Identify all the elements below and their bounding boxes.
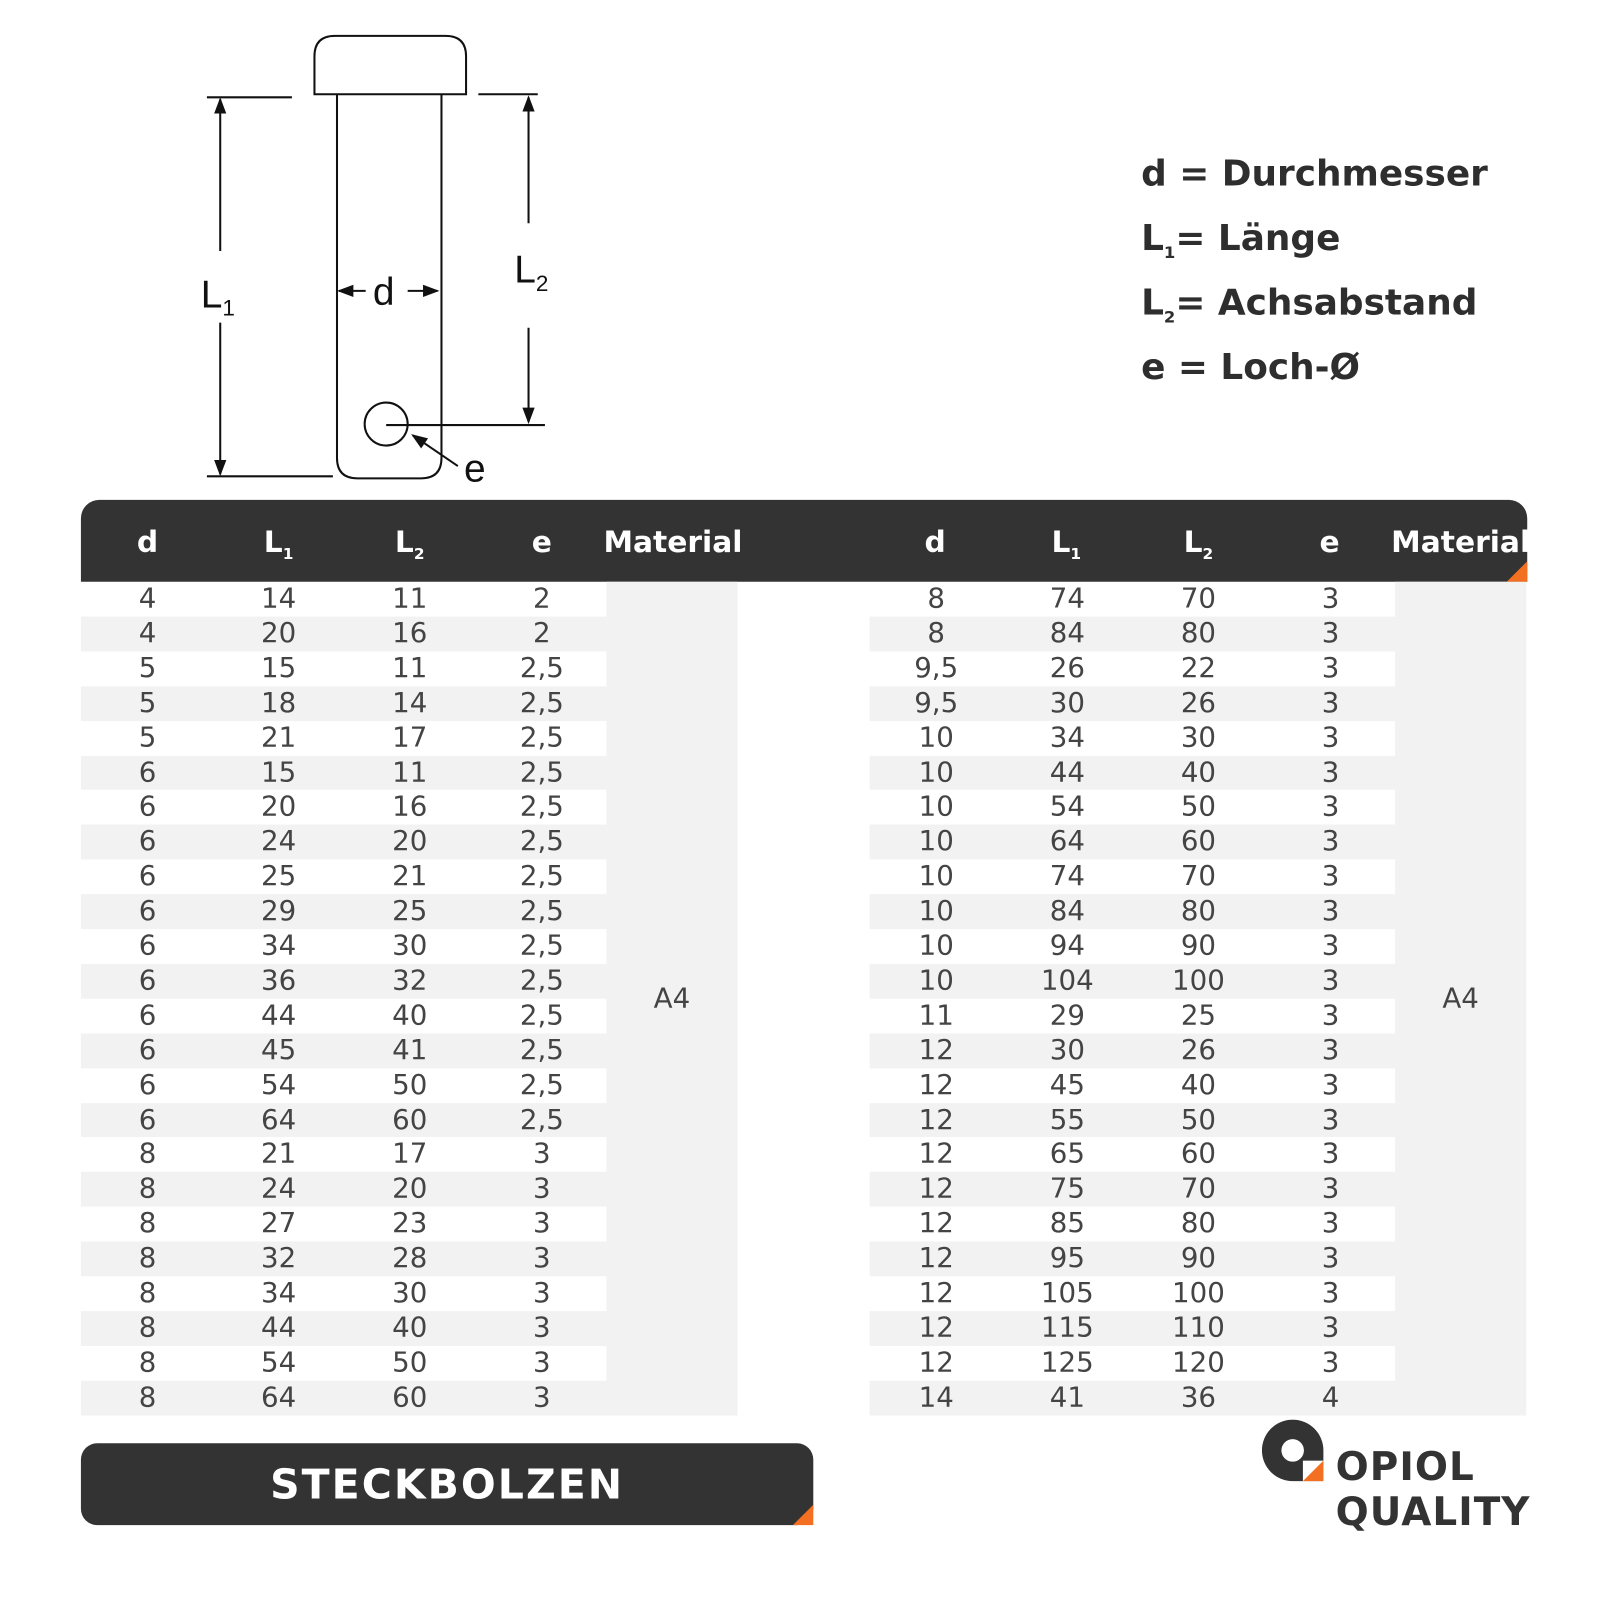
legend-l1: $L_1=$ Länge [1141,218,1341,263]
cell-e: 3 [533,1242,551,1275]
cell-l2: 40 [1180,756,1217,789]
cell-e: 4 [1321,1381,1340,1414]
cell-l1: 44 [261,1312,297,1344]
cell-d: 8 [138,1207,157,1240]
cell-l2: 11 [392,582,428,615]
table-row [870,1068,1395,1103]
cell-d: 10 [918,964,954,997]
cell-l1: 84 [1049,617,1085,650]
cell-l2: 50 [1180,1103,1217,1136]
header-l2: $L_2$ [394,524,425,564]
cell-l1: 65 [1049,1138,1085,1171]
cell-e: 3 [1321,756,1340,789]
cell-l2: 41 [392,1034,428,1066]
cell-l1: 32 [261,1242,297,1275]
table-row [870,1242,1395,1277]
cell-l2: 120 [1172,1346,1225,1379]
table-row [870,1346,1395,1381]
cell-e: 2,5 [519,860,564,893]
cell-l1: 74 [1049,860,1085,893]
cell-l2: 30 [392,930,428,962]
header-l1: $L_1$ [263,524,294,564]
table-row [870,964,1395,999]
cell-l1: 14 [261,582,297,615]
cell-l2: 14 [392,686,428,719]
cell-d: 12 [918,1277,954,1310]
table-row [81,1172,606,1207]
cell-e: 3 [1321,1277,1340,1310]
table-row [870,721,1395,756]
cell-d: 6 [138,964,157,997]
cell-l2: 50 [392,1068,428,1101]
cell-l2: 70 [1180,1173,1217,1205]
cell-e: 2,5 [519,999,564,1032]
cell-l1: 125 [1040,1346,1094,1379]
cell-d: 10 [918,895,954,928]
cell-l2: 28 [392,1242,428,1275]
cell-d: 6 [138,930,157,962]
cell-l2: 60 [392,1381,428,1414]
table-header [81,500,1531,582]
cell-d: 6 [138,1103,157,1136]
table-row [870,651,1395,686]
cell-d: 8 [138,1173,157,1205]
table-row [81,790,606,825]
cell-l1: 24 [261,825,297,858]
table-row [870,1380,1395,1415]
cell-e: 3 [1321,860,1340,893]
cell-e: 3 [1321,617,1340,650]
cell-l1: 41 [1049,1381,1085,1414]
table-row [81,1033,606,1068]
cell-e: 3 [1321,964,1340,997]
cell-l1: 84 [1049,895,1085,928]
header-d: d [136,524,159,560]
cell-e: 2,5 [519,825,564,858]
cell-l2: 60 [1180,825,1217,858]
cell-e: 3 [533,1207,551,1240]
cell-l1: 15 [261,652,297,685]
cell-l1: 75 [1049,1173,1085,1205]
cell-l1: 24 [261,1173,297,1205]
label-l1: $L_1$ [200,273,235,321]
cell-l2: 30 [1180,721,1217,754]
table-row [81,1103,606,1138]
table-row [81,582,606,617]
cell-l1: 44 [1049,756,1085,789]
cell-e: 3 [1321,1173,1340,1205]
cell-d: 6 [138,1034,157,1066]
cell-e: 2,5 [519,895,564,928]
legend-d: d = Durchmesser [1141,153,1488,195]
opiol-logo [1262,1420,1539,1533]
table-row [81,1207,606,1242]
table-row [81,1311,606,1346]
cell-e: 3 [533,1138,551,1171]
cell-e: 3 [1321,1346,1340,1379]
cell-l2: 70 [1180,860,1217,893]
cell-e: 3 [1321,999,1340,1032]
table-row [870,686,1395,721]
cell-d: 6 [138,860,157,893]
cell-d: 8 [138,1346,157,1379]
table-row [81,651,606,686]
cell-d: 6 [138,999,157,1032]
cell-l1: 21 [261,721,297,754]
cell-l1: 34 [1049,721,1085,754]
table-row [81,1346,606,1381]
table-row [81,1380,606,1415]
cell-l1: 64 [261,1381,297,1414]
table-row [81,964,606,999]
cell-l1: 104 [1040,964,1094,997]
cell-d: 8 [138,1312,157,1344]
label-d: d [372,271,395,315]
product-title-banner [81,1443,813,1525]
cell-l2: 11 [392,652,428,685]
cell-l2: 110 [1172,1312,1225,1344]
cell-e: 2,5 [519,930,564,962]
material-cell: A4 [606,582,737,1416]
cell-e: 3 [1321,895,1340,928]
cell-l1: 55 [1049,1103,1085,1136]
cell-d: 12 [918,1173,954,1205]
cell-l1: 94 [1049,930,1085,962]
logo-text-line1: OPIOL [1335,1444,1475,1490]
cell-l2: 16 [392,791,428,823]
cell-l1: 105 [1040,1277,1094,1310]
cell-e: 2,5 [519,756,564,789]
cell-d: 8 [927,617,946,650]
cell-e: 3 [1321,721,1340,754]
cell-d: 12 [918,1346,954,1379]
cell-l2: 90 [1180,1242,1217,1275]
cell-l1: 85 [1049,1207,1085,1240]
label-e: e [464,447,486,491]
cell-e: 3 [533,1312,551,1344]
cell-e: 3 [533,1346,551,1379]
cell-d: 6 [138,756,157,789]
cell-e: 3 [1321,1103,1340,1136]
cell-d: 5 [138,721,157,754]
cell-d: 11 [918,999,954,1032]
cell-l1: 34 [261,930,297,962]
cell-l2: 23 [392,1207,428,1240]
cell-e: 2,5 [519,1068,564,1101]
cell-l1: 27 [261,1207,297,1240]
cell-d: 12 [918,1103,954,1136]
cell-l1: 54 [261,1068,297,1101]
table-row [870,929,1395,964]
cell-d: 6 [138,825,157,858]
table-row [870,998,1395,1033]
cell-d: 10 [918,825,954,858]
cell-l1: 21 [261,1138,297,1171]
cell-l2: 80 [1180,895,1217,928]
header-material: Material [603,524,743,560]
table-row [870,1276,1395,1311]
cell-l2: 80 [1180,1207,1217,1240]
cell-d: 10 [918,860,954,893]
legend-l2: $L_2=$ Achsabstand [1141,282,1478,327]
cell-e: 2,5 [519,1034,564,1066]
cell-l1: 115 [1040,1312,1094,1344]
table-row [870,825,1395,860]
table-row [870,582,1395,617]
cell-l2: 60 [1180,1138,1217,1171]
table-row [870,860,1395,895]
label-l2: $L_2$ [514,248,549,296]
table-row [870,1033,1395,1068]
pin-diagram [0,0,615,492]
cell-l2: 40 [1180,1068,1217,1101]
cell-e: 3 [1321,1034,1340,1066]
cell-l2: 17 [392,1138,428,1171]
table-row [870,1103,1395,1138]
cell-l1: 45 [1049,1068,1085,1101]
cell-d: 5 [138,652,157,685]
logo-text-line2: QUALITY [1335,1489,1531,1535]
cell-d: 4 [138,582,157,615]
cell-l2: 60 [392,1103,428,1136]
table-row [870,790,1395,825]
cell-d: 12 [918,1068,954,1101]
cell-l1: 44 [261,999,297,1032]
cell-l2: 20 [392,825,428,858]
table-row [81,825,606,860]
cell-e: 2,5 [519,791,564,823]
cell-l1: 15 [261,756,297,789]
cell-l1: 74 [1049,582,1085,615]
cell-l1: 36 [261,964,297,997]
table-row [81,929,606,964]
table-row [870,1172,1395,1207]
cell-l1: 29 [261,895,297,928]
cell-e: 2,5 [519,721,564,754]
header-e-right: e [1319,524,1340,560]
table-row [81,894,606,929]
cell-l1: 64 [1049,825,1085,858]
cell-l2: 40 [392,999,428,1032]
cell-l2: 80 [1180,617,1217,650]
cell-l2: 40 [392,1312,428,1344]
cell-e: 2,5 [519,652,564,685]
cell-l2: 16 [392,617,428,650]
cell-l1: 20 [261,791,297,823]
cell-l2: 90 [1180,930,1217,962]
cell-l2: 36 [1180,1381,1217,1414]
material-cell: A4 [1395,582,1526,1416]
cell-e: 2 [533,582,551,615]
cell-l2: 21 [392,860,428,893]
header-material-right: Material [1391,524,1531,560]
cell-d: 10 [918,930,954,962]
cell-l1: 30 [1049,686,1085,719]
table-row [870,1137,1395,1172]
cell-l2: 26 [1180,1034,1217,1066]
cell-e: 3 [1321,930,1340,962]
cell-d: 4 [138,617,157,650]
header-l2-right: $L_2$ [1183,524,1214,564]
cell-d: 10 [918,791,954,823]
cell-d: 8 [138,1138,157,1171]
cell-e: 3 [1321,1068,1340,1101]
cell-d: 8 [138,1277,157,1310]
cell-d: 6 [138,791,157,823]
cell-l1: 34 [261,1277,297,1310]
table-row [870,617,1395,652]
cell-e: 2,5 [519,964,564,997]
cell-e: 3 [1321,825,1340,858]
table-row [81,755,606,790]
header-d-right: d [924,524,946,560]
cell-l2: 20 [392,1173,428,1205]
cell-e: 3 [533,1173,551,1205]
table-row [870,755,1395,790]
cell-l1: 26 [1049,652,1085,685]
cell-l2: 26 [1180,686,1217,719]
cell-e: 3 [1321,1312,1340,1344]
legend-e: e = Loch-Ø [1141,347,1361,389]
cell-l1: 25 [261,860,297,893]
cell-e: 3 [533,1277,551,1310]
cell-d: 8 [138,1242,157,1275]
table-row [81,1242,606,1277]
cell-l2: 30 [392,1277,428,1310]
pin-head [314,36,466,94]
cell-l2: 17 [392,721,428,754]
accent-corner [1507,561,1527,581]
table-row [81,721,606,756]
cell-d: 12 [918,1207,954,1240]
table-row [870,1207,1395,1242]
cell-l1: 95 [1049,1242,1085,1275]
cell-l1: 54 [261,1346,297,1379]
cell-l2: 25 [392,895,428,928]
table-row [870,894,1395,929]
cell-d: 8 [927,582,946,615]
cell-l1: 20 [261,617,297,650]
cell-l1: 29 [1049,999,1085,1032]
table-row [81,1276,606,1311]
cell-d: 6 [138,1068,157,1101]
cell-l2: 100 [1172,964,1225,997]
header-l1-right: $L_1$ [1051,524,1082,564]
cell-l2: 50 [1180,791,1217,823]
cell-l1: 30 [1049,1034,1085,1066]
cell-l1: 54 [1049,791,1085,823]
table-row [870,1311,1395,1346]
cell-d: 12 [918,1242,954,1275]
table-row [81,1137,606,1172]
cell-d: 8 [138,1381,157,1414]
cell-e: 2,5 [519,686,564,719]
cell-d: 14 [918,1381,954,1414]
cell-e: 3 [1321,1242,1340,1275]
cell-l2: 70 [1180,582,1217,615]
cell-e: 2,5 [519,1103,564,1136]
cell-d: 9,5 [914,652,959,685]
logo-mark-icon [1262,1420,1328,1486]
cell-d: 9,5 [914,686,959,719]
cell-d: 12 [918,1312,954,1344]
cell-d: 12 [918,1034,954,1066]
table-row [81,860,606,895]
cell-d: 5 [138,686,157,719]
cell-d: 12 [918,1138,954,1171]
table-row [81,617,606,652]
cell-l1: 45 [261,1034,297,1066]
cell-d: 10 [918,721,954,754]
cell-l2: 11 [392,756,428,789]
table-row [81,686,606,721]
cell-e: 3 [1321,652,1340,685]
cell-l1: 64 [261,1103,297,1136]
cell-l2: 100 [1172,1277,1225,1310]
cell-l2: 50 [392,1346,428,1379]
header-e: e [531,524,552,560]
accent-corner [793,1505,813,1525]
cell-l1: 18 [261,686,297,719]
cell-d: 6 [138,895,157,928]
cell-e: 3 [1321,791,1340,823]
cell-l2: 32 [392,964,428,997]
table-row [81,1068,606,1103]
cell-e: 3 [1321,1138,1340,1171]
cell-e: 3 [1321,582,1340,615]
cell-e: 3 [1321,1207,1340,1240]
cell-e: 2 [533,617,551,650]
cell-l2: 22 [1180,652,1217,685]
cell-d: 10 [918,756,954,789]
cell-e: 3 [1321,686,1340,719]
product-title: STECKBOLZEN [270,1461,625,1509]
cell-l2: 25 [1180,999,1217,1032]
cell-e: 3 [533,1381,551,1414]
table-row [81,998,606,1033]
